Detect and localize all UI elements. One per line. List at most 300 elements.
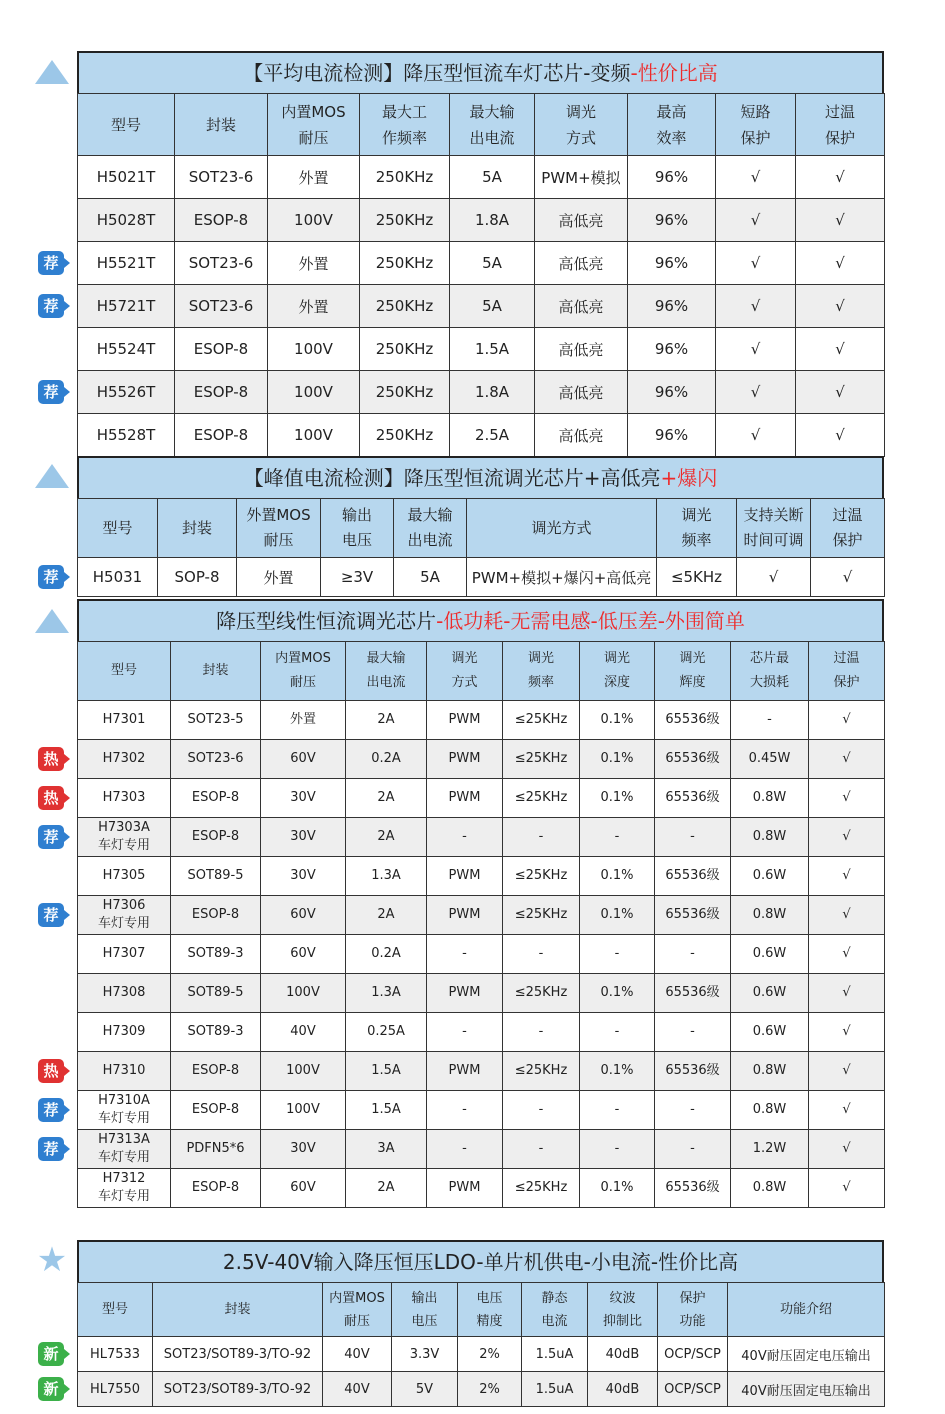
column-header: 型号	[78, 1283, 153, 1337]
table-cell: 0.8W	[731, 1052, 809, 1091]
table-cell: √	[809, 935, 885, 974]
table-cell: 0.25A	[346, 1013, 427, 1052]
table-cell: PWM+模拟+爆闪+高低亮	[467, 558, 657, 597]
model-cell: H7303A 车灯专用	[78, 818, 171, 857]
table-cell: 60V	[261, 935, 346, 974]
table-row	[78, 285, 885, 328]
table-cell: SOT89-5	[171, 974, 261, 1013]
table-cell: ≤5KHz	[657, 558, 737, 597]
table-cell: PWM	[427, 740, 503, 779]
table-cell: 2%	[458, 1372, 522, 1407]
column-header: 调光 频率	[657, 499, 737, 558]
table-cell: √	[796, 371, 885, 414]
table-cell: PWM	[427, 701, 503, 740]
table-row	[78, 974, 885, 1013]
table-cell: √	[809, 818, 885, 857]
column-header: 最大输 出电流	[450, 94, 535, 156]
column-header: 调光 方式	[535, 94, 628, 156]
table-cell: PWM	[427, 896, 503, 935]
table-cell: 外置	[261, 701, 346, 740]
table-cell: 0.1%	[580, 1052, 655, 1091]
table-cell: 1.3A	[346, 974, 427, 1013]
table-cell: 1.5uA	[522, 1337, 588, 1372]
table-row	[78, 371, 885, 414]
table-cell: 250KHz	[360, 285, 450, 328]
column-header: 封装	[158, 499, 237, 558]
table-cell: PWM+模拟	[535, 156, 628, 199]
table-cell: √	[809, 974, 885, 1013]
table-cell: 0.8W	[731, 1091, 809, 1130]
table-cell: 250KHz	[360, 414, 450, 457]
table-cell: 0.6W	[731, 857, 809, 896]
hot-badge: 热	[38, 786, 64, 810]
table-cell: 外置	[268, 242, 360, 285]
table-row	[78, 1091, 885, 1130]
table-cell: 0.1%	[580, 779, 655, 818]
table-cell: 1.5A	[346, 1091, 427, 1130]
recommend-badge: 荐	[38, 903, 64, 927]
table-cell: SOT89-3	[171, 1013, 261, 1052]
table-cell: √	[796, 328, 885, 371]
table-cell: 40V耐压固定电压输出	[728, 1372, 885, 1407]
column-header: 支持关断 时间可调	[737, 499, 811, 558]
new-badge: 新	[38, 1342, 64, 1366]
table-cell: 0.6W	[731, 974, 809, 1013]
table-cell: -	[655, 818, 731, 857]
table-cell: PWM	[427, 779, 503, 818]
table-cell: ≤25KHz	[503, 1052, 580, 1091]
table-cell: 高低亮	[535, 414, 628, 457]
table-cell: 0.8W	[731, 1169, 809, 1208]
model-cell: H7309	[78, 1013, 171, 1052]
table-row	[78, 1013, 885, 1052]
table-cell: 40V	[323, 1372, 392, 1407]
table-cell: ≤25KHz	[503, 1169, 580, 1208]
column-header: 内置MOS 耐压	[261, 642, 346, 701]
model-cell: H7307	[78, 935, 171, 974]
table-cell: ≤25KHz	[503, 857, 580, 896]
table-cell: 0.6W	[731, 1013, 809, 1052]
table-cell: PWM	[427, 974, 503, 1013]
model-cell: H5031	[78, 558, 158, 597]
table-cell: 5A	[394, 558, 467, 597]
section-peak-current	[77, 456, 884, 597]
table-cell: 60V	[261, 1169, 346, 1208]
table-cell: -	[731, 701, 809, 740]
section-3-triangle-icon	[35, 609, 69, 633]
table-cell: 0.1%	[580, 740, 655, 779]
table-cell: 高低亮	[535, 328, 628, 371]
table-cell: -	[427, 935, 503, 974]
column-header: 最大工 作频率	[360, 94, 450, 156]
table-cell: 30V	[261, 818, 346, 857]
table-cell: 2A	[346, 818, 427, 857]
table-cell: -	[580, 1013, 655, 1052]
table-cell: √	[809, 1013, 885, 1052]
table-cell: 96%	[628, 242, 716, 285]
table-cell: 1.2W	[731, 1130, 809, 1169]
column-header: 内置MOS 耐压	[268, 94, 360, 156]
table-cell: 100V	[268, 371, 360, 414]
model-cell: H5721T	[78, 285, 175, 328]
column-header: 调光 频率	[503, 642, 580, 701]
table-cell: 65536级	[655, 857, 731, 896]
table-cell: 100V	[261, 974, 346, 1013]
table-cell: SOT23-5	[171, 701, 261, 740]
table-cell: 96%	[628, 199, 716, 242]
table-row	[78, 779, 885, 818]
table-cell: √	[716, 414, 796, 457]
table-cell: -	[655, 1013, 731, 1052]
table-header-row	[78, 499, 885, 558]
table-cell: 96%	[628, 371, 716, 414]
column-header: 型号	[78, 94, 175, 156]
table-cell: 3.3V	[392, 1337, 458, 1372]
column-header: 输出 电压	[321, 499, 394, 558]
section-4-title: 2.5V-40V输入降压恒压LDO-单片机供电-小电流-性价比高	[77, 1240, 884, 1282]
column-header: 最高 效率	[628, 94, 716, 156]
table-cell: 0.1%	[580, 701, 655, 740]
table-cell: ESOP-8	[171, 818, 261, 857]
table-cell: -	[503, 1091, 580, 1130]
column-header: 芯片最 大损耗	[731, 642, 809, 701]
table-cell: 1.5A	[450, 328, 535, 371]
new-badge: 新	[38, 1377, 64, 1401]
table-cell: 65536级	[655, 1052, 731, 1091]
model-cell: H7310	[78, 1052, 171, 1091]
table-cell: 30V	[261, 779, 346, 818]
table-cell: 60V	[261, 740, 346, 779]
table-cell: ESOP-8	[175, 414, 268, 457]
table-cell: √	[809, 740, 885, 779]
section-ldo	[77, 1240, 884, 1407]
recommend-badge: 荐	[38, 251, 64, 275]
table-header-row	[78, 1283, 885, 1337]
recommend-badge: 荐	[38, 294, 64, 318]
table-cell: 2A	[346, 779, 427, 818]
table-row	[78, 818, 885, 857]
table-cell: -	[427, 1013, 503, 1052]
table-cell: √	[809, 1169, 885, 1208]
table-cell: -	[580, 1130, 655, 1169]
column-header: 型号	[78, 499, 158, 558]
column-header: 短路 保护	[716, 94, 796, 156]
model-cell: H5524T	[78, 328, 175, 371]
table-cell: ≤25KHz	[503, 701, 580, 740]
table-row	[78, 1130, 885, 1169]
model-cell: H5028T	[78, 199, 175, 242]
model-cell: H7303	[78, 779, 171, 818]
table-cell: 1.8A	[450, 371, 535, 414]
model-cell: H7312 车灯专用	[78, 1169, 171, 1208]
table-cell: ESOP-8	[175, 328, 268, 371]
column-header: 保护 功能	[658, 1283, 728, 1337]
table-row	[78, 896, 885, 935]
table-cell: √	[809, 701, 885, 740]
table-cell: 1.5uA	[522, 1372, 588, 1407]
table-cell: ≤25KHz	[503, 896, 580, 935]
table-cell: 0.1%	[580, 974, 655, 1013]
hot-badge: 热	[38, 1059, 64, 1083]
table-cell: 高低亮	[535, 242, 628, 285]
table-cell: 5V	[392, 1372, 458, 1407]
table-cell: ESOP-8	[175, 371, 268, 414]
table-cell: ≤25KHz	[503, 779, 580, 818]
table-cell: 100V	[261, 1052, 346, 1091]
model-cell: H5528T	[78, 414, 175, 457]
table-row	[78, 740, 885, 779]
table-cell: 2A	[346, 896, 427, 935]
table-cell: -	[655, 1130, 731, 1169]
table-cell: SOT23-6	[171, 740, 261, 779]
table-cell: ≥3V	[321, 558, 394, 597]
model-cell: H5526T	[78, 371, 175, 414]
recommend-badge: 荐	[38, 380, 64, 404]
table-cell: -	[427, 818, 503, 857]
table-cell: 外置	[268, 285, 360, 328]
table-cell: 40dB	[588, 1372, 658, 1407]
table-cell: 250KHz	[360, 328, 450, 371]
model-cell: H7310A 车灯专用	[78, 1091, 171, 1130]
table-cell: 外置	[237, 558, 321, 597]
table-cell: √	[796, 156, 885, 199]
table-cell: -	[427, 1130, 503, 1169]
recommend-badge: 荐	[38, 1137, 64, 1161]
table-linear-constant-current	[77, 641, 885, 1208]
table-cell: √	[716, 199, 796, 242]
table-cell: -	[580, 935, 655, 974]
table-cell: 40V耐压固定电压输出	[728, 1337, 885, 1372]
table-cell: 2.5A	[450, 414, 535, 457]
table-peak-current	[77, 498, 885, 597]
table-row	[78, 156, 885, 199]
table-cell: 100V	[268, 414, 360, 457]
table-cell: 100V	[261, 1091, 346, 1130]
table-cell: 40V	[323, 1337, 392, 1372]
table-cell: 2A	[346, 1169, 427, 1208]
table-cell: PWM	[427, 1052, 503, 1091]
table-cell: ESOP-8	[171, 896, 261, 935]
table-cell: 0.2A	[346, 740, 427, 779]
table-row	[78, 701, 885, 740]
table-cell: 1.5A	[346, 1052, 427, 1091]
table-cell: 40V	[261, 1013, 346, 1052]
column-header: 最大输 出电流	[346, 642, 427, 701]
column-header: 过温 保护	[811, 499, 885, 558]
section-2-triangle-icon	[35, 464, 69, 488]
table-cell: ≤25KHz	[503, 740, 580, 779]
table-cell: SOT89-3	[171, 935, 261, 974]
column-header: 静态 电流	[522, 1283, 588, 1337]
model-cell: H5521T	[78, 242, 175, 285]
table-cell: -	[503, 1013, 580, 1052]
table-cell: 1.3A	[346, 857, 427, 896]
table-cell: ESOP-8	[175, 199, 268, 242]
table-cell: √	[809, 1052, 885, 1091]
table-cell: 250KHz	[360, 156, 450, 199]
table-row	[78, 199, 885, 242]
model-cell: HL7550	[78, 1372, 153, 1407]
table-cell: SOP-8	[158, 558, 237, 597]
column-header: 内置MOS 耐压	[323, 1283, 392, 1337]
table-cell: PWM	[427, 1169, 503, 1208]
table-cell: 250KHz	[360, 371, 450, 414]
table-cell: SOT23-6	[175, 156, 268, 199]
table-cell: 65536级	[655, 974, 731, 1013]
table-cell: ESOP-8	[171, 1091, 261, 1130]
table-row	[78, 328, 885, 371]
column-header: 外置MOS 耐压	[237, 499, 321, 558]
column-header: 调光 深度	[580, 642, 655, 701]
table-cell: -	[503, 935, 580, 974]
table-row	[78, 1052, 885, 1091]
table-cell: 5A	[450, 242, 535, 285]
table-cell: 高低亮	[535, 285, 628, 328]
table-cell: OCP/SCP	[658, 1372, 728, 1407]
table-cell: 1.8A	[450, 199, 535, 242]
model-cell: H7313A 车灯专用	[78, 1130, 171, 1169]
table-cell: 60V	[261, 896, 346, 935]
table-cell: 高低亮	[535, 199, 628, 242]
table-row	[78, 857, 885, 896]
table-cell: 65536级	[655, 896, 731, 935]
table-cell: 100V	[268, 328, 360, 371]
table-row	[78, 935, 885, 974]
table-header-row	[78, 94, 885, 156]
table-cell: 0.45W	[731, 740, 809, 779]
hot-badge: 热	[38, 747, 64, 771]
table-cell: -	[427, 1091, 503, 1130]
table-cell: √	[796, 414, 885, 457]
model-cell: H7302	[78, 740, 171, 779]
table-cell: -	[655, 935, 731, 974]
table-cell: √	[716, 328, 796, 371]
table-cell: √	[796, 242, 885, 285]
table-cell: 0.1%	[580, 857, 655, 896]
table-row	[78, 414, 885, 457]
table-cell: 100V	[268, 199, 360, 242]
table-cell: 0.2A	[346, 935, 427, 974]
table-cell: 30V	[261, 1130, 346, 1169]
table-cell: 外置	[268, 156, 360, 199]
table-cell: √	[809, 1130, 885, 1169]
table-cell: 250KHz	[360, 242, 450, 285]
table-cell: 0.6W	[731, 935, 809, 974]
section-linear-constant-current	[77, 599, 884, 1208]
table-cell: 2A	[346, 701, 427, 740]
table-cell: √	[796, 285, 885, 328]
table-cell: PDFN5*6	[171, 1130, 261, 1169]
table-cell: 5A	[450, 285, 535, 328]
table-row	[78, 242, 885, 285]
table-cell: 96%	[628, 328, 716, 371]
column-header: 封装	[171, 642, 261, 701]
table-cell: -	[503, 1130, 580, 1169]
column-header: 输出 电压	[392, 1283, 458, 1337]
column-header: 调光 辉度	[655, 642, 731, 701]
table-cell: 96%	[628, 156, 716, 199]
table-average-current	[77, 93, 885, 457]
section-3-title: 降压型线性恒流调光芯片-低功耗-无需电感-低压差-外围简单	[77, 599, 884, 641]
table-cell: 0.8W	[731, 818, 809, 857]
model-cell: H7308	[78, 974, 171, 1013]
table-cell: 0.8W	[731, 779, 809, 818]
model-cell: H7301	[78, 701, 171, 740]
table-cell: √	[809, 779, 885, 818]
table-ldo	[77, 1282, 885, 1407]
table-cell: OCP/SCP	[658, 1337, 728, 1372]
table-cell: 96%	[628, 285, 716, 328]
table-cell: √	[716, 371, 796, 414]
recommend-badge: 荐	[38, 825, 64, 849]
model-cell: HL7533	[78, 1337, 153, 1372]
table-cell: -	[503, 818, 580, 857]
column-header: 封装	[175, 94, 268, 156]
table-cell: ESOP-8	[171, 1052, 261, 1091]
model-cell: H5021T	[78, 156, 175, 199]
table-cell: 5A	[450, 156, 535, 199]
column-header: 封装	[153, 1283, 323, 1337]
column-header: 过温 保护	[809, 642, 885, 701]
table-cell: 65536级	[655, 779, 731, 818]
column-header: 调光方式	[467, 499, 657, 558]
table-cell: 30V	[261, 857, 346, 896]
table-cell: SOT23/SOT89-3/TO-92	[153, 1337, 323, 1372]
table-cell: SOT23-6	[175, 285, 268, 328]
table-cell: √	[796, 199, 885, 242]
table-cell: -	[580, 1091, 655, 1130]
section-average-current	[77, 51, 884, 457]
table-cell: 0.1%	[580, 896, 655, 935]
column-header: 电压 精度	[458, 1283, 522, 1337]
table-cell: 65536级	[655, 1169, 731, 1208]
table-cell: √	[716, 285, 796, 328]
table-cell: -	[655, 1091, 731, 1130]
table-cell: √	[716, 242, 796, 285]
section-2-title: 【峰值电流检测】降压型恒流调光芯片+高低亮+爆闪	[77, 456, 884, 498]
table-row	[78, 558, 885, 597]
table-cell: 40dB	[588, 1337, 658, 1372]
table-cell: 65536级	[655, 740, 731, 779]
column-header: 过温 保护	[796, 94, 885, 156]
table-cell: √	[811, 558, 885, 597]
table-row	[78, 1169, 885, 1208]
table-cell: ≤25KHz	[503, 974, 580, 1013]
model-cell: H7306 车灯专用	[78, 896, 171, 935]
section-1-triangle-icon	[35, 60, 69, 84]
column-header: 最大输 出电流	[394, 499, 467, 558]
table-cell: SOT23/SOT89-3/TO-92	[153, 1372, 323, 1407]
table-cell: √	[716, 156, 796, 199]
table-cell: √	[809, 857, 885, 896]
table-cell: √	[809, 1091, 885, 1130]
table-cell: SOT89-5	[171, 857, 261, 896]
table-cell: PWM	[427, 857, 503, 896]
table-cell: -	[580, 818, 655, 857]
recommend-badge: 荐	[38, 565, 64, 589]
table-cell: 高低亮	[535, 371, 628, 414]
recommend-badge: 荐	[38, 1098, 64, 1122]
section-4-star-icon: ★	[36, 1240, 68, 1280]
table-cell: 0.1%	[580, 1169, 655, 1208]
table-cell: 0.8W	[731, 896, 809, 935]
column-header: 型号	[78, 642, 171, 701]
table-cell: 65536级	[655, 701, 731, 740]
table-cell: 2%	[458, 1337, 522, 1372]
table-row	[78, 1372, 885, 1407]
table-cell: 96%	[628, 414, 716, 457]
model-cell: H7305	[78, 857, 171, 896]
